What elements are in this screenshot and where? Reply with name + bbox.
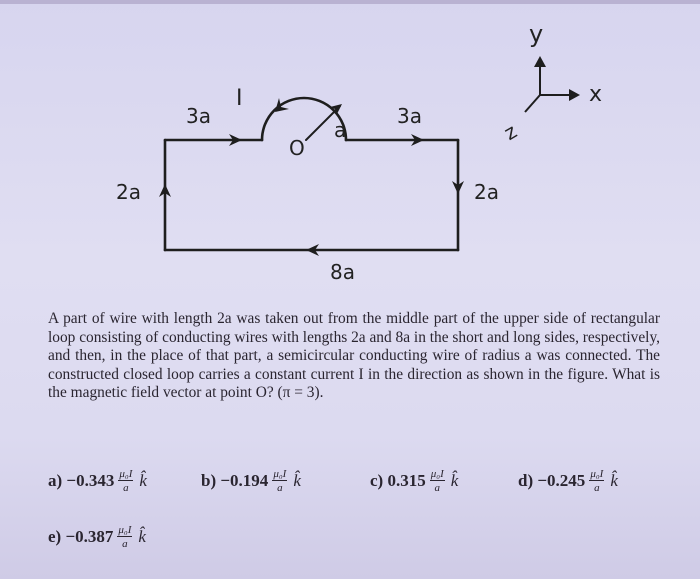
choice-b-label: b)	[201, 471, 217, 490]
choice-a-unit: k̂	[139, 471, 147, 490]
choice-c-value: 0.315	[387, 471, 426, 490]
choice-c-unit: k̂	[450, 471, 459, 490]
choice-d[interactable]	[518, 468, 618, 494]
choice-b-unit: k̂	[293, 471, 301, 490]
label-3a-left: 3a	[186, 104, 211, 128]
choice-d-unit: k̂	[610, 471, 618, 490]
choice-a-value: −0.343	[66, 471, 115, 490]
label-2a-left: 2a	[116, 180, 141, 204]
choice-b-fraction: $\frac{\text{μ₀I}}{a}$	[273, 468, 287, 494]
axis-z-line	[525, 95, 540, 112]
problem-statement: A part of wire with length 2a was taken out from the middle part of the upper side of rectangular loop consisting of conducting wires with lengths 2a and 8a in the short and long sides, respectively, and then, in the place of that part, a semicircular conducting wire of radius a was connected. The constructed closed loop carries a constant current I in the direction as shown in the figure. What is the magnetic field vector at point O? (π = 3).	[48, 310, 660, 402]
axis-y-arrowhead	[534, 56, 546, 67]
choice-a[interactable]	[48, 468, 147, 494]
choice-e-value: −0.387	[65, 527, 114, 546]
choice-d-label: d)	[518, 471, 534, 490]
label-3a-right: 3a	[397, 104, 422, 128]
choice-e-fraction: $\frac{\text{μ₀I}}{a}$	[118, 524, 132, 550]
axis-y-label: y	[529, 20, 544, 48]
label-8a: 8a	[330, 260, 355, 284]
label-radius-a: a	[334, 118, 347, 142]
choice-d-fraction: $\frac{\text{μ₀I}}{a}$	[590, 468, 604, 494]
choice-b[interactable]	[201, 468, 301, 494]
choice-c-fraction: $\frac{\text{μ₀I}}{a}$	[430, 468, 444, 494]
choice-c-label: c)	[370, 471, 384, 490]
choice-a-label: a)	[48, 471, 63, 490]
axis-x-arrowhead	[569, 89, 580, 101]
choice-e-label: e)	[48, 527, 62, 546]
axis-z-label: z	[499, 118, 521, 146]
choice-b-value: −0.194	[220, 471, 269, 490]
label-current-I: I	[236, 86, 243, 111]
label-point-O: O	[289, 136, 305, 160]
choice-e-unit: k̂	[138, 527, 146, 546]
choice-e[interactable]	[48, 524, 146, 550]
choice-a-fraction: $\frac{\text{μ₀I}}{a}$	[119, 468, 133, 494]
label-2a-right: 2a	[474, 180, 499, 204]
choice-d-value: −0.245	[537, 471, 586, 490]
axis-x-label: x	[589, 82, 603, 107]
choice-c[interactable]	[370, 468, 458, 494]
